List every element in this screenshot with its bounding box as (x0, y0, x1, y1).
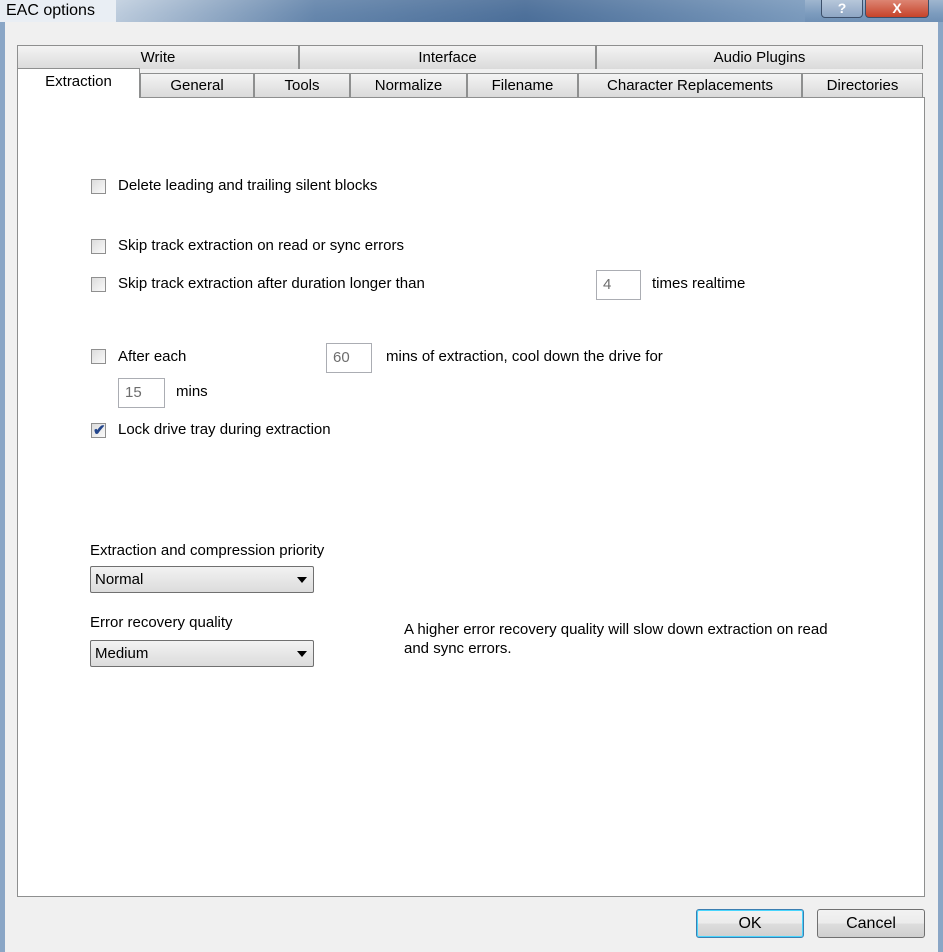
times-realtime-label: times realtime (652, 275, 746, 292)
tab-write[interactable]: Write (17, 45, 299, 69)
priority-value: Normal (95, 571, 144, 588)
tab-filename[interactable]: Filename (467, 73, 578, 97)
chevron-down-icon (297, 577, 307, 583)
mins-label: mins (176, 383, 208, 400)
cool-down-description: mins of extraction, cool down the drive for (386, 348, 663, 365)
title-bar-background (105, 0, 805, 22)
duration-factor-input[interactable]: 4 (596, 270, 641, 300)
close-button[interactable]: X (865, 0, 929, 18)
extraction-minutes-input[interactable]: 60 (326, 343, 372, 373)
recovery-value: Medium (95, 645, 149, 662)
title-bar (0, 0, 943, 22)
tab-general[interactable]: General (140, 73, 254, 97)
cancel-button[interactable]: Cancel (817, 909, 925, 938)
cool-down-label: After each (118, 348, 187, 365)
tab-normalize[interactable]: Normalize (350, 73, 467, 97)
recovery-label: Error recovery quality (90, 614, 233, 631)
ok-button[interactable]: OK (696, 909, 804, 938)
window-frame-right (938, 22, 943, 952)
cool-down-checkbox[interactable] (91, 349, 106, 364)
checkmark-icon: ✔ (93, 422, 106, 439)
skip-duration-checkbox[interactable] (91, 277, 106, 292)
tab-interface[interactable]: Interface (299, 45, 596, 69)
help-button[interactable]: ? (821, 0, 863, 18)
tab-extraction[interactable]: Extraction (17, 68, 140, 98)
lock-tray-checkbox[interactable] (91, 423, 106, 438)
delete-silent-label: Delete leading and trailing silent blocks (118, 177, 378, 194)
recovery-note-line1: A higher error recovery quality will slow down extraction on read (404, 621, 828, 638)
tab-directories[interactable]: Directories (802, 73, 923, 97)
extraction-panel (17, 97, 925, 897)
tab-audio-plugins[interactable]: Audio Plugins (596, 45, 923, 69)
recovery-note-line2: and sync errors. (404, 640, 512, 657)
delete-silent-checkbox[interactable] (91, 179, 106, 194)
recovery-select[interactable] (90, 640, 314, 667)
skip-errors-checkbox[interactable] (91, 239, 106, 254)
tab-tools[interactable]: Tools (254, 73, 350, 97)
lock-tray-label: Lock drive tray during extraction (118, 421, 331, 438)
skip-errors-label: Skip track extraction on read or sync errors (118, 237, 404, 254)
priority-select[interactable] (90, 566, 314, 593)
skip-duration-label: Skip track extraction after duration longer than (118, 275, 425, 292)
tab-character-replacements[interactable]: Character Replacements (578, 73, 802, 97)
window-title: EAC options (0, 0, 116, 22)
cool-down-minutes-input[interactable]: 15 (118, 378, 165, 408)
priority-label: Extraction and compression priority (90, 542, 325, 559)
chevron-down-icon (297, 651, 307, 657)
